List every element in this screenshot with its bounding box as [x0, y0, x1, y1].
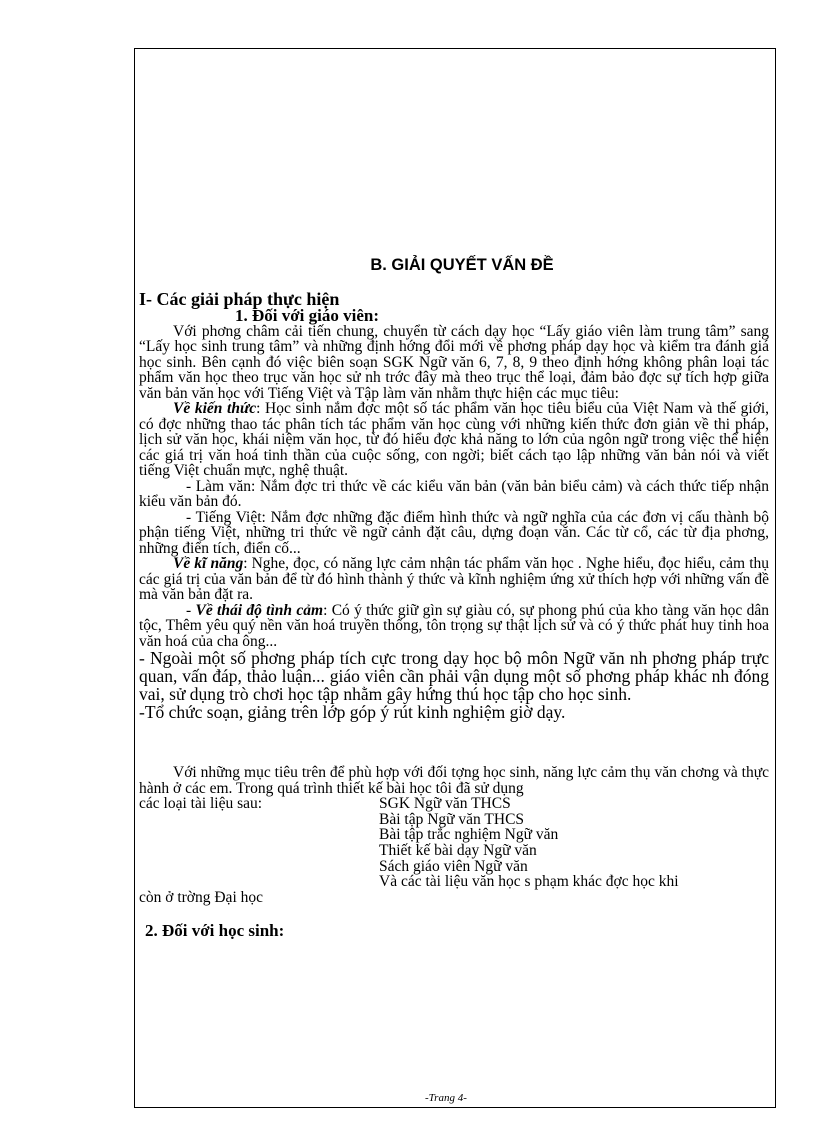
list-item-last-continued: còn ở trờng Đại học	[139, 888, 263, 906]
heading-students: 2. Đối với học sinh:	[145, 921, 285, 941]
knowledge-text: : Học sinh nắm đợc một số tác phẩm văn học tiêu biểu của Việt Nam và thế giới, có đợc những thao tác phân tích tác phẩm văn học cùng với những kiến thức đơn giản về thi pháp, lịch sử văn học, khái niệm văn học, từ đó hiểu đợc khả năng to lớn của ngôn ngữ trong việc thể hiện các giá trị văn hoá tinh thần của cuộc sống, con ngời; biết cách tạo lập những văn bản nói và viết tiếng Việt chuẩn mực, nghệ thuật.	[139, 400, 769, 479]
docs-intro: các loại tài liệu sau:	[139, 795, 263, 812]
paragraph-vietnamese: - Tiếng Việt: Nắm đợc những đặc điểm hình thức và ngữ nghĩa của các đơn vị cấu thành bộ phận tiếng Việt, những tri thức về ngữ cảnh đặt câu, dựng đoạn văn. Các từ cổ, các từ địa phơng, những điển tích, điển cố...	[139, 508, 769, 557]
paragraph-organize: -Tổ chức soạn, giảng trên lớp góp ý rút kinh nghiệm giờ dạy.	[139, 702, 566, 722]
list-item: Sách giáo viên Ngữ văn	[379, 857, 528, 875]
paragraph-knowledge	[139, 401, 769, 479]
paragraph-goals: Với những mục tiêu trên để phù hợp với đối tợng học sinh, năng lực cảm thụ văn chơng và thực hành ở các em. Trong quá trình thiết kế bài học tôi đã sử dụng	[139, 764, 769, 797]
paragraph-writing: - Làm văn: Nắm đợc tri thức về các kiểu văn bản (văn bản biểu cảm) và cách thức tiếp nhận kiểu văn bản đó.	[139, 477, 769, 510]
list-item: Thiết kế bài dạy Ngữ văn	[379, 842, 537, 860]
skills-label: Về kĩ năng	[173, 555, 244, 572]
heading-solutions: I- Các giải pháp thực hiện	[139, 288, 340, 309]
document-body	[139, 258, 769, 939]
paragraph-attitude	[139, 603, 769, 650]
section-title: B. GIẢI QUYẾT VẤN ĐỀ	[370, 256, 554, 274]
skills-text: : Nghe, đọc, có năng lực cảm nhận tác phẩm văn học . Nghe hiểu, đọc hiểu, cảm thụ các giá trị của văn bản để từ đó hình thành ý thức và kĩnh nghiệm ứng xử thích hợp với những vấn đề mà văn bản đặt ra.	[139, 555, 769, 603]
heading-teachers: 1. Đối với giáo viên:	[235, 305, 379, 325]
list-item: SGK Ngữ văn THCS	[379, 795, 511, 812]
page-number: -Trang 4-	[425, 1092, 467, 1104]
list-item: Bài tập trắc nghiệm Ngữ văn	[379, 826, 559, 844]
attitude-label: Về thái độ tình cảm	[195, 601, 324, 619]
attitude-prefix: -	[186, 601, 196, 619]
list-item: Bài tập Ngữ văn THCS	[379, 810, 525, 828]
document-list	[139, 796, 769, 874]
list-item-last: Và các tài liệu văn học s phạm khác đợc học khi	[379, 873, 679, 891]
knowledge-label: Về kiến thức	[173, 400, 257, 417]
paragraph-intro: Với phơng châm cải tiến chung, chuyển từ cách dạy học “Lấy giáo viên làm trung tâm” sang “Lấy học sinh trung tâm” và những định hớng đổi mới về phơng pháp dạy học và kiểm tra đánh giá học sinh. Bên cạnh đó việc biên soạn SGK Ngữ văn 6, 7, 8, 9 theo định hớng không phân loại tác phẩm văn học theo trục văn học sử nh trớc đây mà theo trục thể loại, đảm bảo đợc sự tích hợp giữa văn bản văn học với Tiếng Việt và Tập làm văn nhằm thực hiện các mục tiêu:	[139, 322, 769, 402]
docs-items	[379, 796, 558, 874]
spacer	[139, 721, 769, 765]
attitude-text: : Có ý thức giữ gìn sự giàu có, sự phong phú của kho tàng văn học dân tộc, Thêm yêu quý nền văn hoá truyền thống, tôn trọng sự thật lịch sử và có ý thức phát huy tinh hoa văn hoá của cha ông...	[139, 601, 770, 650]
paragraph-methods: - Ngoài một số phơng pháp tích cực trong dạy học bộ môn Ngữ văn nh phơng pháp trực quan, vấn đáp, thảo luận... giáo viên cần phải vận dụng một số phơng pháp khác nh đóng vai, sử dụng trò chơi học tập nhằm gây hứng thú học tập cho học sinh.	[139, 648, 769, 704]
paragraph-skills	[139, 556, 769, 603]
